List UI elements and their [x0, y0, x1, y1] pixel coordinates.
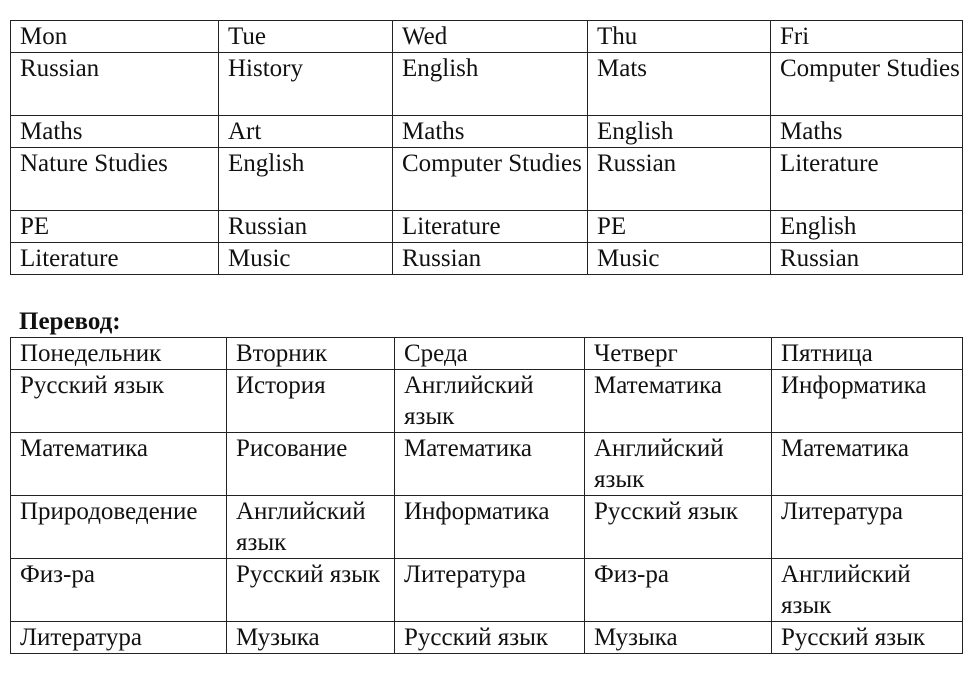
header-cell-tue: Tue — [219, 21, 393, 53]
table-cell: History — [219, 53, 393, 116]
table-cell: Русский язык — [227, 559, 395, 622]
table-cell: История — [227, 370, 395, 433]
table-cell: Computer Studies — [771, 53, 963, 116]
table-row — [11, 53, 963, 116]
table-cell: Русский язык — [772, 622, 963, 654]
table-row — [11, 116, 963, 148]
table-cell: Литература — [772, 496, 963, 559]
table-cell: Russian — [771, 243, 963, 275]
header-cell-mon: Mon — [11, 21, 219, 53]
table-cell: Математика — [772, 433, 963, 496]
table-cell: English — [393, 53, 588, 116]
table-cell: Английский язык — [585, 433, 772, 496]
table-cell: Literature — [11, 243, 219, 275]
table-cell: English — [588, 116, 771, 148]
timetable-header-row — [11, 338, 963, 370]
table-cell: Музыка — [585, 622, 772, 654]
table-cell: Music — [219, 243, 393, 275]
table-cell: PE — [588, 211, 771, 243]
table-cell: Информатика — [395, 496, 585, 559]
table-cell: Art — [219, 116, 393, 148]
header-cell-friday: Пятница — [772, 338, 963, 370]
table-cell: Nature Studies — [11, 148, 219, 211]
table-cell: Английский язык — [395, 370, 585, 433]
table-cell: Literature — [393, 211, 588, 243]
table-row — [11, 433, 963, 496]
table-cell: Maths — [771, 116, 963, 148]
header-cell-wed: Wed — [393, 21, 588, 53]
table-row — [11, 370, 963, 433]
table-cell: English — [771, 211, 963, 243]
table-cell: Музыка — [227, 622, 395, 654]
table-cell: Mats — [588, 53, 771, 116]
table-cell: Russian — [393, 243, 588, 275]
table-cell: Математика — [585, 370, 772, 433]
translation-heading: Перевод: — [19, 308, 121, 335]
table-row — [11, 496, 963, 559]
table-cell: Maths — [393, 116, 588, 148]
table-cell: Литература — [395, 559, 585, 622]
table-cell: Английский язык — [227, 496, 395, 559]
table-row — [11, 622, 963, 654]
table-cell: Literature — [771, 148, 963, 211]
table-row — [11, 148, 963, 211]
table-cell: PE — [11, 211, 219, 243]
header-cell-tuesday: Вторник — [227, 338, 395, 370]
table-cell: Математика — [11, 433, 227, 496]
table-cell: Природоведение — [11, 496, 227, 559]
table-cell: English — [219, 148, 393, 211]
table-cell: Физ-ра — [11, 559, 227, 622]
table-row — [11, 243, 963, 275]
table-cell: Физ-ра — [585, 559, 772, 622]
table-cell: Литература — [11, 622, 227, 654]
table-cell: Computer Studies — [393, 148, 588, 211]
timetable-header-row — [11, 21, 963, 53]
header-cell-monday: Понедельник — [11, 338, 227, 370]
table-row — [11, 559, 963, 622]
table-cell: Английский язык — [772, 559, 963, 622]
table-cell: Maths — [11, 116, 219, 148]
table-cell: Русский язык — [395, 622, 585, 654]
table-row — [11, 211, 963, 243]
header-cell-thursday: Четверг — [585, 338, 772, 370]
english-timetable — [10, 20, 963, 275]
table-cell: Russian — [588, 148, 771, 211]
header-cell-thu: Thu — [588, 21, 771, 53]
header-cell-wednesday: Среда — [395, 338, 585, 370]
table-cell: Music — [588, 243, 771, 275]
table-cell: Рисование — [227, 433, 395, 496]
table-cell: Русский язык — [585, 496, 772, 559]
table-cell: Информатика — [772, 370, 963, 433]
header-cell-fri: Fri — [771, 21, 963, 53]
russian-timetable — [10, 337, 963, 654]
table-cell: Russian — [11, 53, 219, 116]
table-cell: Russian — [219, 211, 393, 243]
table-cell: Русский язык — [11, 370, 227, 433]
table-cell: Математика — [395, 433, 585, 496]
